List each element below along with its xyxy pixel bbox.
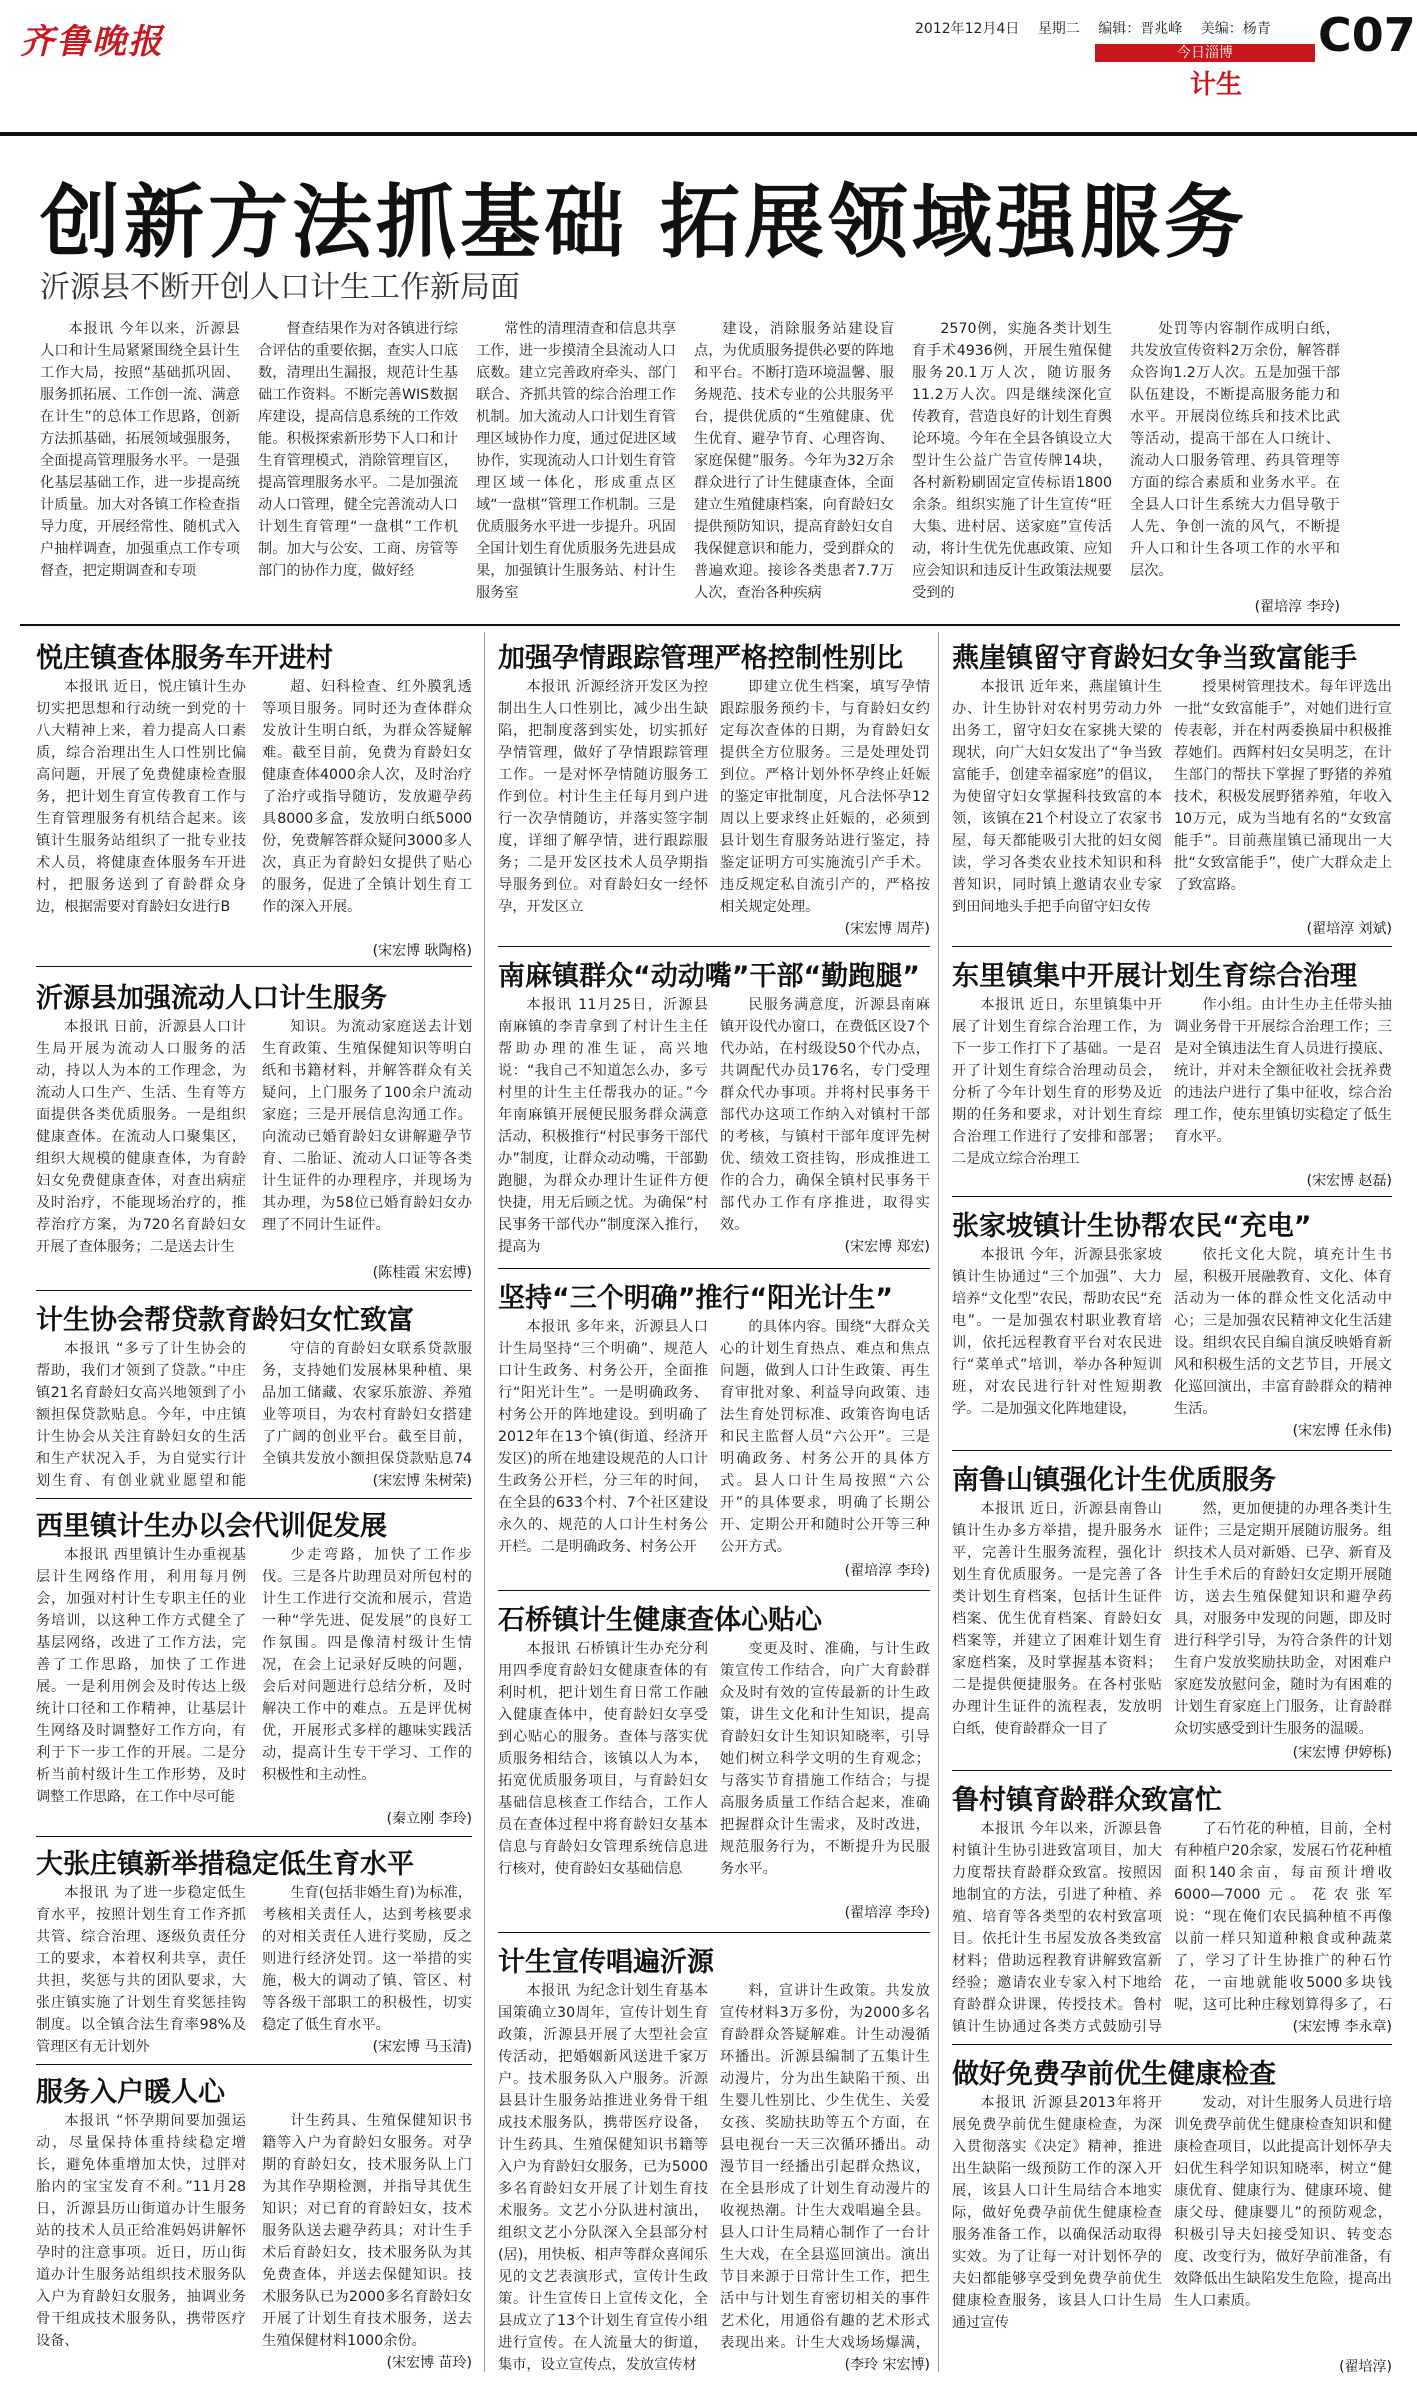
article-body: 本报讯 石桥镇计生办充分利用四季度育龄妇女健康查体的有利时机，把计划生育日常工作融入健康查体中，使育龄妇女享受到心贴心的服务。查体与落实优质服务相结合，该镇以人为本，拓宽优质服务项目，与育龄妇女基础信息核查工作结合，工作人员在查体过程中将育龄妇女基本信息与育龄妇女管理系统信息进行核对，使育龄妇女基础信息	[498, 1641, 708, 1877]
article-body: 本报讯 为了进一步稳定低生育水平，按照计划生育工作齐抓共管、综合治理、逐级负责任分工的要求，本着权利共享，责任共担，奖惩与共的团队要求，大张庄镇实施了计划生育奖惩挂钩制度。以全镇合法生育率98%及管理区有无计划外	[36, 1885, 246, 2055]
article-title: 南麻镇群众“动动嘴”干部“勤跑腿”	[498, 961, 920, 992]
article-byline: (秦立刚 李玲)	[386, 1811, 472, 1827]
article-body: 少走弯路，加快了工作步伐。三是各片助理员对所包村的计生工作进行交流和展示，营造一种“学先进、促发展”的良好工作氛围。四是像清村级计生情况，在会上记录好反映的问题，会后对问题进行总结分析，及时解决工作中的难点。五是评优树优，开展形式多样的趣味实践活动，提高计生专干学习、工作的积极性和主动性。	[262, 1547, 472, 1783]
article-byline: (陈桂霞 宋宏博)	[372, 1265, 472, 1281]
article-byline: (李玲 宋宏博)	[844, 2357, 930, 2373]
article-body: 本报讯 “怀孕期间要加强运动，尽量保持体重持续稳定增长，避免体重增加太快，过胖对胎内的宝宝发育不利。”11月28日，沂源县历山街道办计生服务站的技术人员正给准妈妈讲解怀孕时的注意事项。近日，历山街道办计生服务站组织技术服务队入户为育龄妇女服务，抽调业务骨干组成技术服务队，携带医疗设备、	[36, 2113, 246, 2349]
article-divider	[952, 1450, 1392, 1451]
designer-credit: 美编：杨青	[1200, 21, 1271, 37]
article-body: 知识。为流动家庭送去计划生育政策、生殖保健知识等明白纸和书籍材料，并解答群众有关疑问，上门服务了100余户流动家庭；三是开展信息沟通工作。向流动已婚育龄妇女讲解避孕节育、二胎证、流动人口证等各类计生证件的办理程序，并现场为其办理，为58位已婚育龄妇女办理了不同计生证件。	[262, 1019, 472, 1233]
issue-date: 2012年12月4日	[915, 21, 1020, 37]
article-body: 本报讯 近日，悦庄镇计生办切实把思想和行动统一到党的十八大精神上来，着力提高人口素质，综合治理出生人口性别比偏高问题，开展了免费健康检查服务，把计划生育宣传教育工作与生育管理服务有机结合起来。该镇计生服务站组织了一批专业技术人员，将健康查体服务车开进村，把服务送到了育龄群众身边，根据需要对育龄妇女进行B	[36, 679, 246, 915]
article-byline: (宋宏博 朱树荣)	[372, 1473, 472, 1489]
article-body: 超、妇科检查、红外膜乳透等项目服务。同时还为查体群众发放计生明白纸，为群众答疑解难。截至目前，免费为育龄妇女健康查体4000余人次，及时治疗了治疗或指导随访，发放避孕药具8000多盒，发放明白纸5000份，免费解答群众疑问3000多人次，真正为育龄妇女提供了贴心的服务，促进了全镇计划生育工作的深入开展。	[262, 679, 472, 915]
article-body: 本报讯 多年来，沂源县人口计生局坚持“三个明确”、规范人口计生政务、村务公开，全面推行“阳光计生”。一是明确政务、村务公开的阵地建设。到明确了2012年在13个镇(街道、经济开发区)的所在地建设规范的人口计生政务公开栏，分三年的时间，在全县的633个村、7个社区建设永久的、规范的人口计生村务公开栏。二是明确政务、村务公开	[498, 1319, 708, 1555]
article-body: 本报讯 11月25日，沂源县南麻镇的李青拿到了村计生主任帮助办理的准生证，高兴地说：“我自己不知道怎么办，多亏村里的计生主任帮我办的证。”今年南麻镇开展便民服务群众满意活动，积极推行“村民事务干部代办”制度，让群众动动嘴，干部勤跑腿，为群众办理计生证件方便快捷，用无后顾之忧。为确保“村民事务干部代办”制度深入推行，提高为	[498, 997, 708, 1255]
article-divider	[952, 946, 1392, 947]
article-byline: (宋宏博 马玉清)	[372, 2039, 472, 2055]
article-body: 作小组。由计生办主任带头抽调业务骨干开展综合治理工作；三是对全镇违法生育人员进行摸底、统计，并对未全额征收社会抚养费的违法户进行了集中征收，综合治理工作，使东里镇切实稳定了低生育水平。	[1174, 997, 1392, 1145]
article-divider	[36, 1498, 472, 1499]
masthead-rule	[0, 132, 1417, 136]
article-title: 西里镇计生办以会代训促发展	[36, 1511, 387, 1542]
article-title: 做好免费孕前优生健康检查	[952, 2059, 1276, 2090]
article-title: 南鲁山镇强化计生优质服务	[952, 1465, 1276, 1496]
article-title: 鲁村镇育龄群众致富忙	[952, 1785, 1222, 1816]
article-body: 本报讯 今年，沂源县张家坡镇计生协通过“三个加强”、大力培养“文化型”农民，帮助农民“充电”。一是加强农村职业教育培训，依托远程教育平台对农民进行“菜单式”培训，举办各种短训班，对农民进行针对性短期教学。二是加强文化阵地建设，	[952, 1247, 1162, 1417]
article-byline: (宋宏博 李永章)	[1292, 2019, 1392, 2035]
lead-headline: 创新方法抓基础 拓展领域强服务	[40, 176, 1248, 269]
article-title: 加强孕情跟踪管理严格控制性别比	[498, 643, 903, 674]
page-number: C07	[1318, 8, 1416, 62]
article-body: 了石竹花的种植，目前，全村有种植户20余家，发展石竹花种植面积140余亩，每亩预计增收6000—7000元。花农张军说：“现在俺们农民搞种植不再像以前一样只知道种粮食或种蔬菜了，学习了计生协推广的种石竹花，一亩地就能收5000多块钱呢，这可比种庄稼划算得多了，石	[1174, 1821, 1392, 2013]
article-body: 守信的育龄妇女联系贷款服务，支持她们发展林果种植、果品加工储藏、农家乐旅游、养殖业等项目，为农村育龄妇女搭建了广阔的创业平台。截至目前，全镇共发放小额担保贷款贴息74	[262, 1341, 472, 1467]
editor-credit: 编辑：晋兆峰	[1098, 21, 1183, 37]
lead-column-1: 本报讯 今年以来，沂源县人口和计生局紧紧围绕全县计生工作大局，按照“基础抓巩固、服务抓拓展、工作创一流、满意在计生”的总体工作思路，创新方法抓基础，拓展领域强服务，全面提高管理服务水平。一是强化基层基础工作，进一步提高统计质量。加大对各镇工作检查指导力度，开展经常性、随机式入户抽样调查，加强重点工作专项督查，把定期调查和专项	[40, 321, 240, 579]
article-title: 张家坡镇计生协帮农民“充电”	[952, 1211, 1312, 1242]
article-title: 大张庄镇新举措稳定低生育水平	[36, 1849, 414, 1880]
article-byline: (翟培淳)	[1339, 2359, 1392, 2375]
article-body: 生育(包括非婚生育)为标准，考核相关责任人，达到考核要求的对相关责任人进行奖励，反之则进行经济处罚。这一举措的实施，极大的调动了镇、管区、村等各级干部职工的积极性，切实稳定了低生育水平。	[262, 1885, 472, 2033]
article-body: 本报讯 日前，沂源县人口计生局开展为流动人口服务的活动，持以人为本的工作理念，为流动人口生产、生活、生育等方面提供各类优质服务。一是组织健康查体。在流动人口聚集区，组织大规模的健康查体，为育龄妇女免费健康查体，对查出病症及时治疗，不能现场治疗的，推荐治疗方案，为720名育龄妇女开展了查体服务；二是送去计生	[36, 1019, 246, 1255]
article-title: 燕崖镇留守育龄妇女争当致富能手	[952, 643, 1357, 674]
article-byline: (翟培淳 刘斌)	[1306, 921, 1392, 937]
article-body: 本报讯 为纪念计划生育基本国策确立30周年，宣传计划生育政策，沂源县开展了大型社会宣传活动，把婚姻新风送进千家万户。技术服务队入户服务。沂源县县计生服务站推进业务骨干组成技术服务队，携带医疗设备，计生药具、生殖保健知识书籍等入户为育龄妇女服务，已为5000多名育龄妇女开展了计划生育技术服务。文艺小分队进村演出，组织文艺小分队深入全县部分村(居)，用快板、相声等群众喜闻乐见的文艺表演形式，宣传计生政策。计生宣传日上宣传文化，全县成立了13个计划生育宣传小组进行宣传。在人流量大的街道，集市，设立宣传点，发放宣传材	[498, 1983, 708, 2373]
article-title: 石桥镇计生健康查体心贴心	[498, 1605, 822, 1636]
article-byline: (翟培淳 李玲)	[844, 1563, 930, 1579]
article-byline: (翟培淳 李玲)	[844, 1905, 930, 1921]
column-divider-left	[484, 632, 485, 2372]
article-body: 本报讯 今年以来，沂源县鲁村镇计生协引进致富项目，加大力度帮扶育龄群众致富。按照因地制宜的方法，引进了种植、养殖、培育等各类型的农村致富项目。依托计生书屋发放各类致富材料；借助远程教育讲解致富新经验；邀请农业专家入村下地给育龄群众讲课，传授技术。鲁村镇计生协通过各类方式鼓励引导	[952, 1821, 1162, 2035]
article-title: 计生协会帮贷款育龄妇女忙致富	[36, 1305, 414, 1336]
article-body: 本报讯 西里镇计生办重视基层计生网络作用，利用每月例会，加强对村计生专职主任的业务培训，以这种工作方式健全了基层网络，改进了工作方法，完善了工作思路，加快了工作进展。一是利用例会及时传达上级统计口径和工作精神，让基层计生网络及时调整好工作方向，有利于下一步工作的开展。二是分析当前村级计生工作形势，及时调整工作思路，在工作中尽可能	[36, 1547, 246, 1805]
article-title: 悦庄镇查体服务车开进村	[36, 643, 333, 674]
article-body: 依托文化大院，填充计生书屋，积极开展融教育、文化、体育活动为一体的群众性文化活动中心；三是加强农民精神文化生活建设。组织农民自编自演反映婚育新风和积极生活的文艺节目，开展文化巡回演出，丰富育龄群众的精神生活。	[1174, 1247, 1392, 1417]
lead-divider	[20, 624, 1400, 626]
article-divider	[498, 1590, 930, 1591]
lead-column-2: 督查结果作为对各镇进行综合评估的重要依据，查实人口底数，清理出生漏报，规范计生基础工作资料。不断完善WIS数据库建设，提高信息系统的工作效能。积极探索新形势下人口和计生育管理模式，消除管理盲区，提高管理服务水平。二是加强流动人口管理，健全完善流动人口计划生育管理“一盘棋”工作机制。加大与公安、工商、房管等部门的协作力度，做好经	[258, 321, 458, 579]
article-divider	[952, 2044, 1392, 2045]
article-title: 服务入户暖人心	[36, 2077, 225, 2108]
lead-byline: (翟培淳 李玲)	[1254, 599, 1340, 615]
lead-column-3: 常性的清理清查和信息共享工作，进一步摸清全县流动人口底数。建立完善政府牵头、部门联合、齐抓共管的综合治理工作机制。加大流动人口计划生育管理区域协作力度，通过促进区域协作，实现流动人口计划生育管理区域一体化，形成重点区域“一盘棋”管理工作机制。三是优质服务水平进一步提升。巩固全国计划生育优质服务先进县成果，加强镇计生服务站、村计生服务室	[476, 321, 676, 601]
section-name: 计生	[1190, 70, 1243, 100]
article-divider	[36, 1290, 472, 1291]
issue-meta	[915, 18, 1285, 38]
article-divider	[498, 1268, 930, 1269]
article-body: 计生药具、生殖保健知识书籍等入户为育龄妇女服务。对孕期的育龄妇女，技术服务队上门为其作孕期检测，并指导其优生知识；对已育的育龄妇女，技术服务队送去避孕药具；对计生手术后育龄妇女，技术服务队为其免费查体，并送去保健知识。技术服务队已为2000多名育龄妇女开展了计划生育技术服务，送去生殖保健材料1000余份。	[262, 2113, 472, 2349]
lead-column-5: 2570例，实施各类计划生育手术4936例，开展生殖保健服务20.1万人次，随访服务11.2万人次。四是继续深化宣传教育，营造良好的计划生育舆论环境。今年在全县各镇设立大型计生公益广告宣传牌14块，各村新粉刷固定宣传标语1800余条。组织实施了计生宣传“旺大集、进村居、送家庭”宣传活动，将计生优先优惠政策、应知应会知识和违反计生政策法规要受到的	[912, 321, 1112, 601]
article-body: 本报讯 沂源县2013年将开展免费孕前优生健康检查，为深入贯彻落实《决定》精神，推进出生缺陷一级预防工作的深入开展，该县人口计生局结合本地实际，做好免费孕前优生健康检查服务准备工作，以确保活动取得实效。为了让每一对计划怀孕的夫妇都能够享受到免费孕前优生健康检查服务，该县人口计生局通过宣传	[952, 2095, 1162, 2331]
article-body: 的具体内容。围绕“大群众关心的计划生育热点、难点和焦点问题，做到人口计生政策、再生育审批对象、利益导向政策、违法生育处罚标准、政策咨询电话和民主监督人员“六公开”。三是明确政务、村务公开的具体方式。县人口计生局按照“六公开”的具体要求，明确了长期公开、定期公开和随时公开等三种公开方式。	[720, 1319, 930, 1555]
article-body: 民服务满意度，沂源县南麻镇开设代办窗口，在费低区设7个代办站，在村级设50个代办点，共调配代办员176名，专门受理群众代办事项。并将村民事务干部代办这项工作纳入对镇村干部的考核，与镇村干部年度评先树优、绩效工资挂钩，形成推进工作的合力，确保全镇村民事务干部代办工作有序推进，取得实效。	[720, 997, 930, 1233]
article-divider	[498, 946, 930, 947]
article-body: 本报讯 近日，东里镇集中开展了计划生育综合治理工作，为下一步工作打下了基础。一是召开了计划生育综合治理动员会，分析了今年计划生育的形势及近期的任务和要求，对计划生育综合治理工作进行了安排和部署；二是成立综合治理工	[952, 997, 1162, 1167]
article-body: 变更及时、准确，与计生政策宣传工作结合，向广大育龄群众及时有效的宣传最新的计生政策，讲生文化和计生知识，提高育龄妇女计生知识知晓率，引导她们树立科学文明的生育观念；与落实节育措施工作结合；与提高服务质量工作结合起来，准确把握群众计生需求，及时改进，规范服务行为，不断提升为民服务水平。	[720, 1641, 930, 1877]
newspaper-logo: 齐鲁晚报	[20, 22, 164, 62]
article-body: 本报讯 近年来，燕崖镇计生办、计生协针对农村男劳动力外出务工，留守妇女在家挑大梁的现状，向广大妇女发出了“争当致富能手，创建幸福家庭”的倡议，为使留守妇女掌握科技致富的本领，该镇在21个村设立了农家书屋，每天都能吸引大批的妇女阅读，学习各类农业技术知识和科普知识，同时镇上邀请农业专家到田间地头手把手向留守妇女传	[952, 679, 1162, 915]
article-byline: (宋宏博 郑宏)	[844, 1239, 930, 1255]
article-title: 计生宣传唱遍沂源	[498, 1947, 714, 1978]
article-byline: (宋宏博 苗玲)	[386, 2355, 472, 2371]
article-divider	[952, 1770, 1392, 1771]
article-body: 本报讯 近日，沂源县南鲁山镇计生办多方举措，提升服务水平，完善计生服务流程，强化计划生育优质服务。一是完善了各类计划生育档案，包括计生证件档案、优生优育档案、育龄妇女档案等，并建立了困难计划生育家庭档案，及时掌握基本资料；二是提供便捷服务。在各村张贴办理计生证件的流程表，发放明白纸，使育龄群众一目了	[952, 1501, 1162, 1737]
article-body: 料，宣讲计生政策。共发放宣传材料3万多份，为2000多名育龄群众答疑解难。计生动漫循环播出。沂源县编制了五集计生动漫片，分为出生缺陷干预、出生婴儿性别比、少生优生、关爱女孩、奖励扶助等五个方面，在县电视台一天三次循环播出。动漫节目一经播出引起群众热议，在全县形成了计划生育动漫片的收视热潮。计生大戏唱遍全县。县人口计生局精心制作了一台计生大戏，在全县巡回演出。演出节目来源于日常计生工作，把生活中与计划生育密切相关的事件艺术化，用通俗有趣的艺术形式表现出来。计生大戏场场爆满，	[720, 1983, 930, 2351]
article-divider	[952, 1196, 1392, 1197]
article-title: 东里镇集中开展计划生育综合治理	[952, 961, 1357, 992]
article-byline: (宋宏博 赵磊)	[1306, 1173, 1392, 1189]
article-divider	[36, 2064, 472, 2065]
article-title: 坚持“三个明确”推行“阳光计生”	[498, 1283, 893, 1314]
article-body: 授果树管理技术。每年评选出一批“女致富能手”，对她们进行宣传表彰，并在村两委换届中积极推荐她们。西辉村妇女吴明芝，在计生部门的帮扶下掌握了野猪的养殖技术，积极发展野猪养殖，年收入10万元，成为当地有名的“女致富能手”。目前燕崖镇已涌现出一大批“女致富能手”，使广大群众走上了致富路。	[1174, 679, 1392, 893]
article-body: 本报讯 “多亏了计生协会的帮助，我们才领到了贷款。”中庄镇21名育龄妇女高兴地领到了小额担保贷款贴息。今年，中庄镇计生协会从关注育龄妇女的生活和生产状况入手，为自觉实行计划生育、有创业就业愿望和能	[36, 1341, 246, 1489]
article-byline: (宋宏博 伊婷栎)	[1292, 1745, 1392, 1761]
article-byline: (宋宏博 任永伟)	[1292, 1423, 1392, 1439]
section-tag: 今日淄博	[1095, 44, 1315, 62]
lead-subheadline: 沂源县不断开创人口计生工作新局面	[40, 270, 520, 305]
article-title: 沂源县加强流动人口计生服务	[36, 983, 387, 1014]
column-divider-right	[938, 632, 939, 2372]
article-divider	[36, 1836, 472, 1837]
article-byline: (宋宏博 耿陶格)	[372, 943, 472, 959]
article-body: 即建立优生档案，填写孕情跟踪服务预约卡，与育龄妇女约定每次查体的日期，为育龄妇女提供全方位服务。三是处理处罚到位。严格计划外怀孕终止妊娠的鉴定审批制度，凡合法怀孕12周以上要求终止妊娠的，必须到县计划生育服务站进行鉴定，持鉴定证明方可实施流引产手术。违反规定私自流引产的，严格按相关规定处理。	[720, 679, 930, 915]
article-body: 本报讯 沂源经济开发区为控制出生人口性别比，减少出生缺陷，把制度落到实处，切实抓好孕情管理，做好了孕情跟踪管理工作。一是对怀孕情随访服务工作到位。村计生主任每月到户进行一次孕情随访，并落实签字制度，详细了解孕情，进行跟踪服务；二是开发区技术人员孕期指导服务到位。对育龄妇女一经怀孕，开发区立	[498, 679, 708, 915]
article-divider	[36, 966, 472, 967]
issue-weekday: 星期二	[1037, 21, 1080, 37]
lead-column-6: 处罚等内容制作成明白纸，共发放宣传资料2万余份，解答群众咨询1.2万人次。五是加强干部队伍建设，不断提高服务能力和水平。开展岗位练兵和技术比武等活动，提高干部在人口统计、流动人口服务管理、药具管理等方面的综合素质和业务水平。在全县人口计生系统大力倡导敬于人先、争创一流的风气，不断提升人口和计生各项工作的水平和层次。	[1130, 321, 1340, 579]
article-body: 发动，对计生服务人员进行培训免费孕前优生健康检查知识和健康检查项目，以此提高计划怀孕夫妇优生科学知识知晓率，树立“健康优育、健康行为、健康环境、健康父母、健康婴儿”的预防观念，积极引导夫妇接受知识、转变态度、改变行为，做好孕前准备，有效降低出生缺陷发生危险，提高出生人口素质。	[1174, 2095, 1392, 2309]
lead-column-4: 建设，消除服务站建设盲点，为优质服务提供必要的阵地和平台。不断打造环境温馨、服务规范、技术专业的公共服务平台，提供优质的“生殖健康、优生优育、避孕节育、心理咨询、家庭保健”服务。今年为32万余群众进行了计生健康查体，全面建立生殖健康档案，向育龄妇女提供预防知识，提高育龄妇女自我保健意识和能力，受到群众的普遍欢迎。接诊各类患者7.7万人次，查治各种疾病	[694, 321, 894, 601]
article-divider	[498, 1932, 930, 1933]
article-body: 然，更加便捷的办理各类计生证件；三是定期开展随访服务。组织技术人员对新婚、已孕、新育及计生手术后的育龄妇女定期开展随访，送去生殖保健知识和避孕药具，对服务中发现的问题，即及时进行科学引导，为符合条件的计划生育户发放奖励扶助金，对困难户家庭发放慰问金，随时为有困难的计划生育家庭上门服务，让育龄群众切实感受到计生服务的温暖。	[1174, 1501, 1392, 1737]
article-byline: (宋宏博 周芹)	[844, 921, 930, 937]
